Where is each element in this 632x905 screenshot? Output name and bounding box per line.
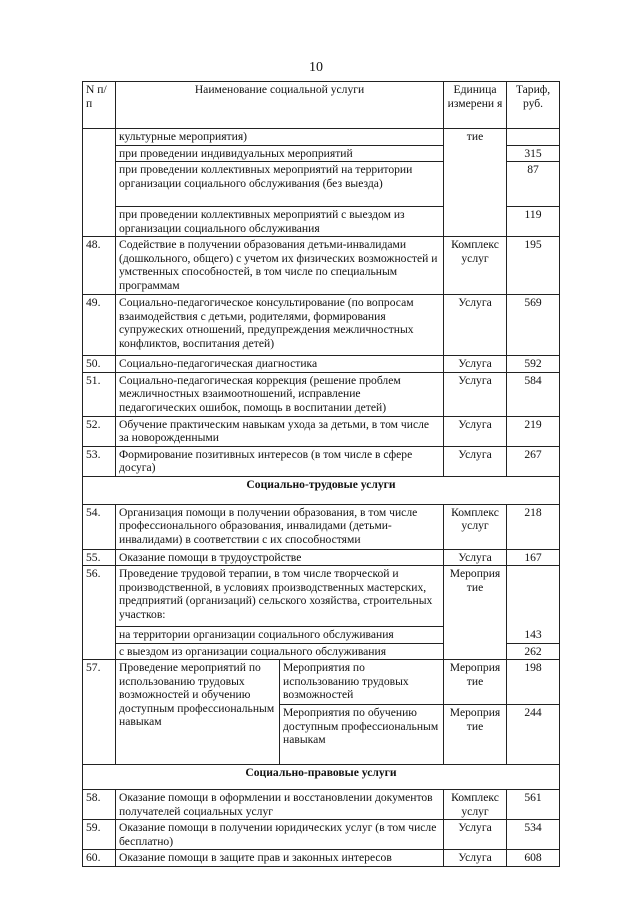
row-name: Социально-педагогическое консультирование (по вопросам взаимодействия с детьми, родителями, формирования супружеских отношений, предупреждения межличностных конфликтов, воспитания детей): [116, 295, 444, 356]
row-name: культурные мероприятия): [116, 129, 444, 146]
row-name: Содействие в получении образования детьми-инвалидами (дошкольного, общего) с учетом их физических возможностей и умственных способностей, в том числе по специальным программам: [116, 237, 444, 295]
row-unit: Услуга: [444, 416, 507, 446]
row-tariff: [507, 566, 560, 627]
row-name: Оказание помощи в получении юридических услуг (в том числе бесплатно): [116, 820, 444, 850]
table-row: [83, 790, 560, 820]
row-name: Организация помощи в получении образования, в том числе профессионального образования, инвалидами (детьми-инвалидами) в соответствии с их способностями: [116, 504, 444, 549]
row-name: Формирование позитивных интересов (в том числе в сфере досуга): [116, 446, 444, 476]
row-tariff: 534: [507, 820, 560, 850]
row-tariff: 569: [507, 295, 560, 356]
table-row: [83, 549, 560, 566]
row-unit: Мероприя тие: [444, 566, 507, 660]
header-unit: Единица измерени я: [444, 82, 507, 129]
table-row: [83, 820, 560, 850]
row-num: 48.: [83, 237, 116, 295]
row-num: 50.: [83, 356, 116, 373]
table-row: [83, 237, 560, 295]
row-tariff: 267: [507, 446, 560, 476]
row-name: Социально-педагогическая диагностика: [116, 356, 444, 373]
row-unit: Комплекс услуг: [444, 237, 507, 295]
header-num: N п/п: [83, 82, 116, 129]
table-row: [83, 566, 560, 627]
row-num: 59.: [83, 820, 116, 850]
table-row: [83, 446, 560, 476]
header-tariff: Тариф, руб.: [507, 82, 560, 129]
section-title-legal: Социально-правовые услуги: [83, 765, 560, 790]
row-name: Проведение мероприятий по использованию трудовых возможностей и обучению доступным профессиональным навыкам: [116, 660, 280, 765]
row-num: [83, 129, 116, 237]
row-tariff: 584: [507, 372, 560, 416]
row-name: Социально-педагогическая коррекция (решение проблем межличностных взаимоотношений, исправление педагогических ошибок, помощь в воспитании детей): [116, 372, 444, 416]
row-name: Оказание помощи в оформлении и восстановлении документов получателей социальных услуг: [116, 790, 444, 820]
table-row: [83, 850, 560, 867]
row-num: 56.: [83, 566, 116, 660]
table-row: [83, 372, 560, 416]
row-name: при проведении индивидуальных мероприятий: [116, 145, 444, 162]
row-name: Оказание помощи в трудоустройстве: [116, 549, 444, 566]
row-num: 53.: [83, 446, 116, 476]
row-tariff: 143: [507, 627, 560, 644]
row-name: Оказание помощи в защите прав и законных интересов: [116, 850, 444, 867]
row-unit: Услуга: [444, 372, 507, 416]
row-num: 58.: [83, 790, 116, 820]
table-row: [83, 416, 560, 446]
tariff-table: [82, 81, 560, 867]
row-tariff: 87: [507, 162, 560, 207]
row-tariff: 592: [507, 356, 560, 373]
row-num: 54.: [83, 504, 116, 549]
row-tariff: 244: [507, 705, 560, 765]
row-unit: Услуга: [444, 549, 507, 566]
row-tariff: [507, 129, 560, 146]
table-header-row: [83, 82, 560, 129]
row-tariff: 119: [507, 207, 560, 237]
table-row: [83, 660, 560, 705]
row-name: Обучение практическим навыкам ухода за детьми, в том числе за новорожденными: [116, 416, 444, 446]
row-tariff: 195: [507, 237, 560, 295]
row-name: при проведении коллективных мероприятий на территории организации социального обслуживания (без выезда): [116, 162, 444, 207]
row-unit: Мероприя тие: [444, 705, 507, 765]
row-name: Проведение трудовой терапии, в том числе творческой и производственной, в условиях производственных мастерских, предприятий (организаций) сельского хозяйства, строительных участков:: [116, 566, 444, 627]
row-num: 51.: [83, 372, 116, 416]
row-tariff: 262: [507, 643, 560, 660]
row-tariff: 315: [507, 145, 560, 162]
row-tariff: 218: [507, 504, 560, 549]
row-unit: Услуга: [444, 850, 507, 867]
row-unit: Мероприя тие: [444, 660, 507, 705]
row-unit: Услуга: [444, 446, 507, 476]
section-row: [83, 476, 560, 504]
row-name: с выездом из организации социального обслуживания: [116, 643, 444, 660]
header-name: Наименование социальной услуги: [116, 82, 444, 129]
section-title-labor: Социально-трудовые услуги: [83, 476, 560, 504]
section-row: [83, 765, 560, 790]
table-row: [83, 356, 560, 373]
row-subname: Мероприятия по использованию трудовых возможностей: [280, 660, 444, 705]
row-unit: тие: [444, 129, 507, 237]
row-unit: Услуга: [444, 356, 507, 373]
row-subname: Мероприятия по обучению доступным профессиональным навыкам: [280, 705, 444, 765]
row-tariff: 219: [507, 416, 560, 446]
table-row: [83, 295, 560, 356]
row-num: 57.: [83, 660, 116, 765]
row-unit: Услуга: [444, 295, 507, 356]
row-unit: Услуга: [444, 820, 507, 850]
row-tariff: 608: [507, 850, 560, 867]
row-unit: Комплекс услуг: [444, 790, 507, 820]
row-name: при проведении коллективных мероприятий с выездом из организации социального обслуживания: [116, 207, 444, 237]
row-num: 55.: [83, 549, 116, 566]
row-tariff: 167: [507, 549, 560, 566]
row-num: 52.: [83, 416, 116, 446]
row-num: 49.: [83, 295, 116, 356]
row-num: 60.: [83, 850, 116, 867]
table-row: [83, 129, 560, 146]
table-row: [83, 504, 560, 549]
row-unit: Комплекс услуг: [444, 504, 507, 549]
row-tariff: 561: [507, 790, 560, 820]
row-name: на территории организации социального обслуживания: [116, 627, 444, 644]
page-number: 10: [309, 60, 323, 75]
row-tariff: 198: [507, 660, 560, 705]
